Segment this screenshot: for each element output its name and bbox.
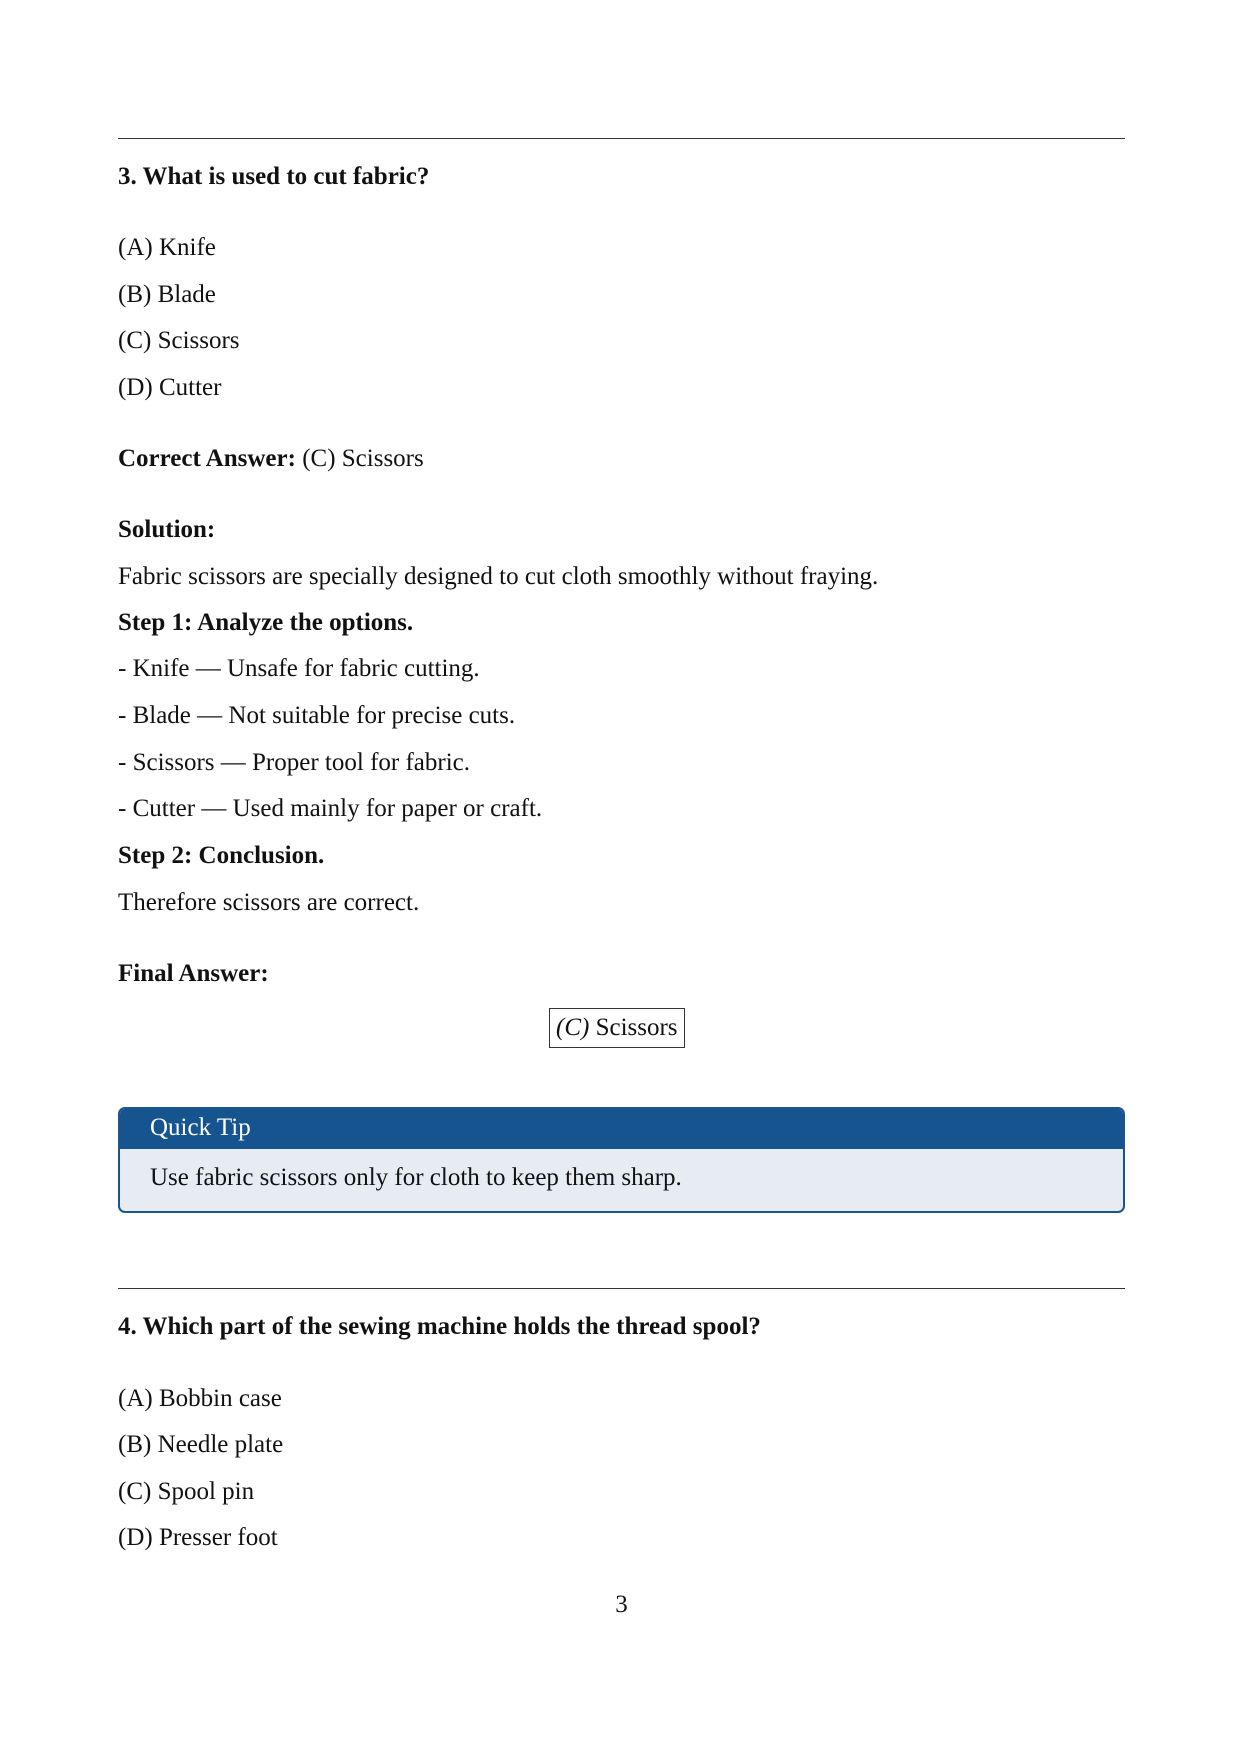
correct-answer-label: Correct Answer: bbox=[118, 445, 296, 472]
step-1-bullet: - Blade — Not suitable for precise cuts. bbox=[118, 702, 516, 729]
solution-label: Solution: bbox=[118, 516, 216, 543]
page-number: 3 bbox=[615, 1591, 628, 1618]
q3-option-d: (D) Cutter bbox=[118, 374, 222, 401]
q3-option-c: (C) Scissors bbox=[118, 327, 240, 354]
quick-tip-title: Quick Tip bbox=[120, 1109, 1123, 1149]
q4-option-c: (C) Spool pin bbox=[118, 1478, 255, 1505]
final-answer-math: (C) bbox=[556, 1014, 590, 1041]
final-answer-box bbox=[549, 1008, 685, 1048]
step-1-heading: Step 1: Analyze the options. bbox=[118, 609, 414, 636]
quick-tip-box bbox=[118, 1107, 1125, 1213]
quick-tip-text: Use fabric scissors only for cloth to keep them sharp. bbox=[150, 1164, 682, 1191]
q4-option-a: (A) Bobbin case bbox=[118, 1385, 282, 1412]
conclusion-text: Therefore scissors are correct. bbox=[118, 889, 420, 916]
question-3-title: 3. What is used to cut fabric? bbox=[118, 163, 430, 190]
document-page bbox=[118, 0, 1125, 1754]
step-1-bullet: - Cutter — Used mainly for paper or craft. bbox=[118, 795, 543, 822]
q4-option-d: (D) Presser foot bbox=[118, 1524, 278, 1551]
q4-option-b: (B) Needle plate bbox=[118, 1431, 284, 1458]
step-1-bullet: - Knife — Unsafe for fabric cutting. bbox=[118, 655, 480, 682]
q3-option-a: (A) Knife bbox=[118, 234, 216, 261]
step-2-heading: Step 2: Conclusion. bbox=[118, 842, 325, 869]
final-answer-label: Final Answer: bbox=[118, 960, 269, 987]
step-1-bullet: - Scissors — Proper tool for fabric. bbox=[118, 749, 471, 776]
correct-answer-value: (C) Scissors bbox=[302, 445, 424, 472]
solution-text: Fabric scissors are specially designed to cut cloth smoothly without fraying. bbox=[118, 563, 879, 590]
correct-answer-line bbox=[118, 445, 424, 473]
question-4-title: 4. Which part of the sewing machine holds the thread spool? bbox=[118, 1313, 761, 1340]
final-answer-text: Scissors bbox=[595, 1014, 678, 1041]
divider bbox=[118, 138, 1125, 139]
q3-option-b: (B) Blade bbox=[118, 281, 216, 308]
divider bbox=[118, 1288, 1125, 1289]
